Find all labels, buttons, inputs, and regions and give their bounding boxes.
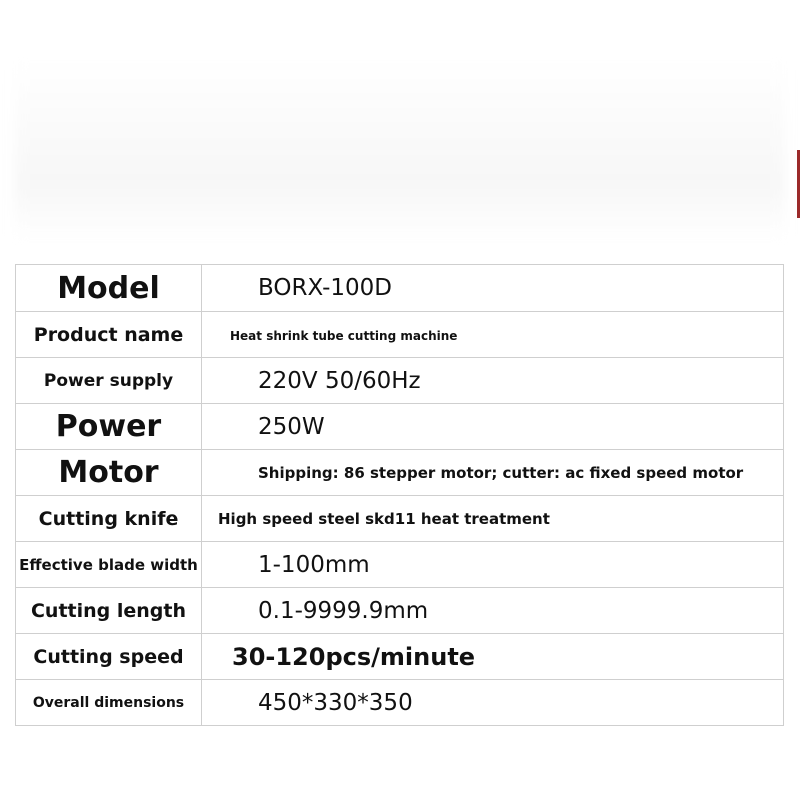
- spec-label: Effective blade width: [16, 542, 202, 588]
- spec-label: Power supply: [16, 358, 202, 404]
- spec-value: BORX-100D: [258, 275, 392, 301]
- spec-row-effective-blade-width: [16, 542, 784, 588]
- spec-value-cell: [202, 542, 784, 588]
- spec-value-cell: [202, 496, 784, 542]
- spec-row-product-name: [16, 312, 784, 358]
- spec-row-cutting-speed: [16, 634, 784, 680]
- spec-value: Heat shrink tube cutting machine: [230, 329, 458, 343]
- specification-table: [15, 264, 784, 726]
- spec-value: 1-100mm: [258, 551, 370, 578]
- spec-label: Motor: [16, 450, 202, 496]
- spec-value-cell: [202, 450, 784, 496]
- spec-row-model: [16, 265, 784, 312]
- spec-row-power: [16, 404, 784, 450]
- spec-value: 220V 50/60Hz: [258, 367, 421, 394]
- blurred-header-area: [15, 60, 785, 240]
- spec-label: Product name: [16, 312, 202, 358]
- spec-row-cutting-knife: [16, 496, 784, 542]
- spec-label: Cutting length: [16, 588, 202, 634]
- spec-row-overall-dimensions: [16, 680, 784, 726]
- spec-label: Cutting knife: [16, 496, 202, 542]
- spec-value-cell: [202, 265, 784, 312]
- spec-value: 250W: [258, 413, 325, 440]
- spec-value: 0.1-9999.9mm: [258, 597, 429, 624]
- spec-value: High speed steel skd11 heat treatment: [218, 510, 550, 528]
- spec-label: Power: [16, 404, 202, 450]
- spec-row-cutting-length: [16, 588, 784, 634]
- spec-value: 450*330*350: [258, 689, 413, 716]
- spec-value-cell: [202, 588, 784, 634]
- spec-value-cell: [202, 358, 784, 404]
- spec-row-power-supply: [16, 358, 784, 404]
- spec-value-cell: [202, 404, 784, 450]
- spec-value: Shipping: 86 stepper motor; cutter: ac fixed speed motor: [258, 464, 744, 482]
- spec-value-cell: [202, 634, 784, 680]
- spec-row-motor: [16, 450, 784, 496]
- spec-value: 30-120pcs/minute: [232, 642, 476, 671]
- spec-label: Model: [16, 265, 202, 312]
- spec-value-cell: [202, 312, 784, 358]
- spec-label: Cutting speed: [16, 634, 202, 680]
- spec-label: Overall dimensions: [16, 680, 202, 726]
- spec-value-cell: [202, 680, 784, 726]
